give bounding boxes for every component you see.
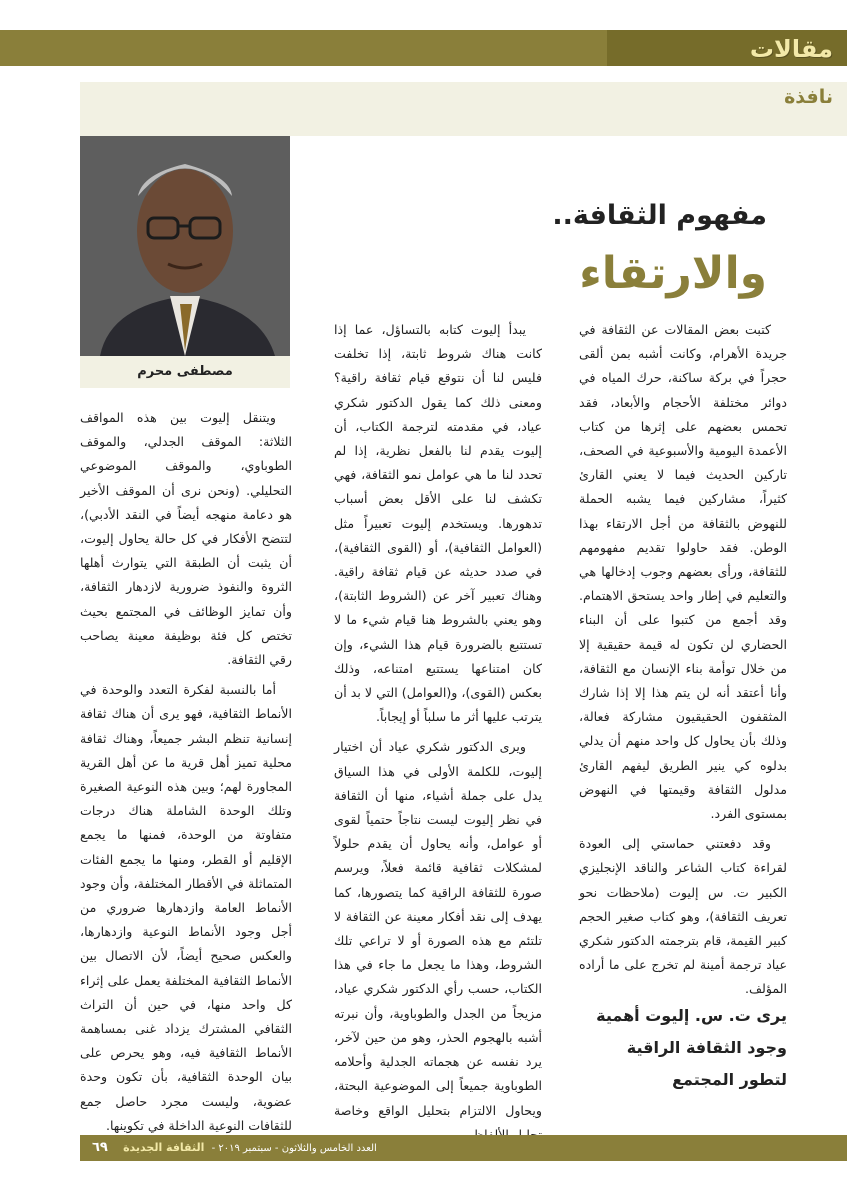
magazine-brand: الثقافة الجديدة xyxy=(123,1141,205,1154)
column-header-bar xyxy=(80,82,847,136)
paragraph: كتبت بعض المقالات عن الثقافة في جريدة الأهرام، وكانت أشبه بمن ألقى حجراً في بركة ساكنة، حرك المياه في دوائر مختلفة الأحجام والأبعاد، فقد تحمس بعضهم على إثرها من كتاب الأعمدة اليومية والأسبوعية في الصحف، تاركين الحديث فيما لا يعني القارئ كثيراً، مشاركين فيما يشبه الحملة للنهوض بالثقافة من أجل الارتقاء بهذا الوطن. فقد حاولوا تقديم مفهومهم للثقافة، ورأى بعضهم وجوب إدخالها هي والتعليم في إطار واحد يستحق الاهتمام. وقد أجمع من كتبوا على أن البناء الحضاري لن تكون له قيمة حقيقية إلا من خلال توأمة بناء الإنسان مع الثقافة، وأنا أعتقد أنه لن يتم هذا إلا إذا شارك المثقفون الحقيقيون مشاركة فعالة، وذلك بأن يحاول كل واحد منهم أن يدلي بدلوه كي ينير الطريق ليفهم القارئ مدلول الثقافة وقيمتها في النهوض بمستوى الفرد. xyxy=(579,322,787,822)
article-title-line1: مفهوم الثقافة.. xyxy=(552,200,767,231)
paragraph: يبدأ إليوت كتابه بالتساؤل، عما إذا كانت هناك شروط ثابتة، إذا تخلفت فليس لنا أن نتوقع قيام ثقافة راقية؟ ومعنى ذلك كما يقول الدكتور شكري عياد، في مقدمته لترجمة الكتاب، أن إليوت يقدم لنا بالفعل نظرية، إذا لم تحدد لنا ما هي عوامل نمو الثقافة، فهي تكشف لنا على الأقل بعض أسباب تدهورها. ويستخدم إليوت تعبيراً مثل (العوامل الثقافية)، أو (القوى الثقافية)، في صدد حديثه عن قيام ثقافة راقية. وهناك تعبير آخر عن (الشروط الثابتة)، وهو يعني بالشروط هنا قيام شيء ما لا تستتبع بالضرورة قيام هذا الشيء، وإن كان امتناعها يستتبع امتناعه، وذلك بعكس (القوى)، و(العوامل) التي لا بد أن يترتب عليها أثر ما سلباً أو إيجاباً. xyxy=(334,322,542,725)
paragraph: ويتنقل إليوت بين هذه المواقف الثلاثة: الموقف الجدلي، والموقف الطوباوي، والموقف الموضوعي التحليلي. (ونحن نرى أن الموقف الأخير هو دعامة منهجه أيضاً في النقد الأدبي)، لتتضح الأفكار في كل حالة يحاول إليوت، أن يثبت أن الطبقة التي يتوارث أهلها الثروة والنفوذ ضرورية لازدهار الثقافة، وأن تمايز الوظائف في المجتمع بحيث تختص كل فئة بوظيفة معينة يصاحب رقي الثقافة. xyxy=(80,410,292,668)
author-caption: مصطفى محرم xyxy=(137,364,233,379)
author-photo xyxy=(80,136,290,356)
pull-quote-line: يرى ت. س. إليوت أهمية xyxy=(596,1006,787,1025)
column-name: نافذة xyxy=(784,86,833,108)
section-label: مقالات xyxy=(749,35,833,63)
page-number: ٦٩ xyxy=(92,1140,108,1155)
author-portrait-illustration xyxy=(80,136,290,356)
text-column-right xyxy=(579,318,787,1008)
paragraph: ويرى الدكتور شكري عياد أن اختيار إليوت، للكلمة الأولى في هذا السياق يدل على جملة أشياء، منها أن الثقافة في نظر إليوت ليست نتاجاً حتمياً لقوى أو عوامل، وأنه يحاول أن يقدم حلولاً لمشكلات ثقافية قائمة فعلاً، ويرسم صورة للثقافة الراقية كما يتصورها، كما يهدف إلى نقد أفكار معينة عن الثقافة لا تلتئم مع هذه الصورة أو لا تراعي تلك الشروط، وهذا ما يجعل ما جاء في هذا الكتاب، حسب رأي الدكتور شكري عياد، مزيجاً من الجدل والطوباوية، وأن نبرته أشبه بالهجوم الحذر، وهو من حين لآخر، يرد نفسه عن هجماته الجدلية وأحلامه الطوباوية جميعاً إلى الموضوعية البحتة، ويحاول الالتزام بتحليل الواقع وخاصة xyxy=(334,739,542,1118)
top-section-bar xyxy=(0,30,847,66)
text-column-middle xyxy=(334,318,542,1153)
pull-quote-line: لتطور المجتمع xyxy=(672,1070,787,1089)
text-column-left xyxy=(80,406,292,1144)
pull-quote-line: وجود الثقافة الراقية xyxy=(626,1038,787,1057)
article-title-line2: والارتقاء xyxy=(579,248,767,299)
footer-text xyxy=(92,1135,377,1161)
pull-quote xyxy=(577,1000,787,1096)
paragraph: وقد دفعتني حماستي إلى العودة لقراءة كتاب الشاعر والناقد الإنجليزي الكبير ت. س إليوت (ملاحظات نحو تعريف الثقافة)، وهو كتاب صغير الحجم كبير القيمة، قام بترجمته الدكتور شكري عياد ترجمة أمينة لم تخرج على ما أراده المؤلف. xyxy=(579,836,787,997)
paragraph: أما بالنسبة لفكرة التعدد والوحدة في الأنماط الثقافية، فهو يرى أن هناك ثقافة إنسانية تنظم البشر جميعاً، وهناك ثقافة محلية تميز أهل قرية ما عن أهل القرية المجاورة لهم؛ وبين هذه النوعية الصغيرة وتلك الوحدة الشاملة هناك درجات متفاوتة من الوحدة، فمنها ما يجمع الإقليم أو القطر، ومنها ما يجمع الفئات المتماثلة في الأقطار المختلفة، وأن وجود الأنماط العامة وازدهارها ضروري من أجل وجود الأنماط النوعية وازدهارها، والعكس صحيح أيضاً، لأن الاتصال بين الأنماط الثقافية المختلفة يعمل على إثراء كل واحد منها، في حين أن التراث الثقافي المشترك يزداد غنى بمساهمة الأنماط الثقافية فيه، وهو يحرص على بيان الوحدة الثقافية، بأن تكون وحدة عضوية، وليست مجرد حاصل جمع للثقافات النوعية الداخلة في تكوينها. xyxy=(80,682,292,1133)
issue-info: العدد الخامس والثلاثون - سبتمبر ٢٠١٩ - xyxy=(211,1143,377,1154)
